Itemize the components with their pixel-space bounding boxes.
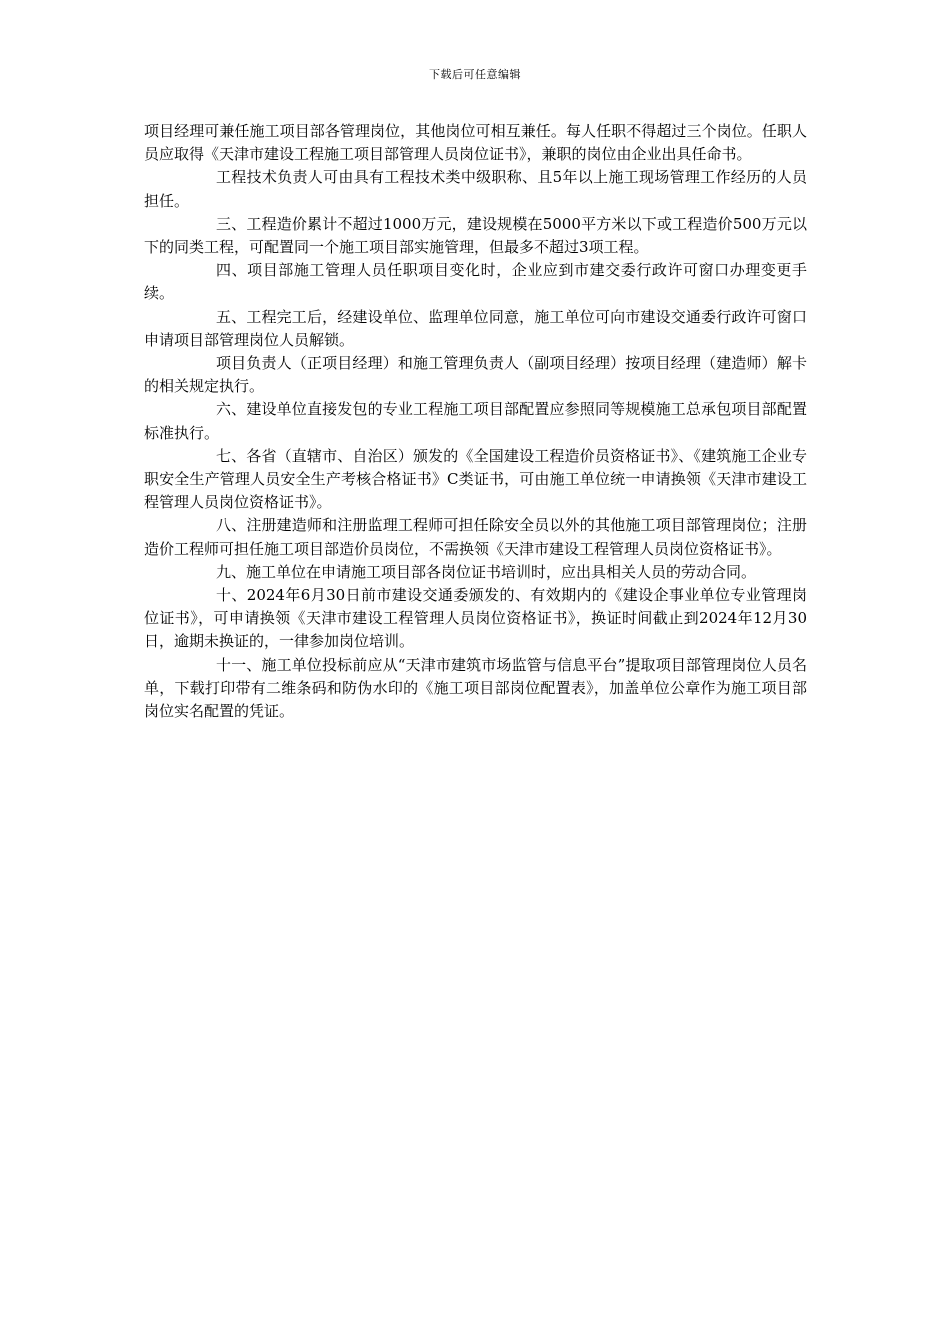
paragraph: 六、建设单位直接发包的专业工程施工项目部配置应参照同等规模施工总承包项目部配置标准执行。 [144, 400, 807, 442]
paragraph: 工程技术负责人可由具有工程技术类中级职称、且5年以上施工现场管理工作经历的人员担任。 [144, 168, 807, 210]
paragraph: 七、各省（直辖市、自治区）颁发的《全国建设工程造价员资格证书》、《建筑施工企业专职安全生产管理人员安全生产考核合格证书》C类证书，可由施工单位统一申请换领《天津市建设工程管理人员岗位资格证书》。 [144, 446, 807, 512]
paragraph: 九、施工单位在申请施工项目部各岗位证书培训时，应出具相关人员的劳动合同。 [216, 562, 757, 581]
paragraph: 八、注册建造师和注册监理工程师可担任除安全员以外的其他施工项目部管理岗位；注册造价工程师可担任施工项目部造价员岗位，不需换领《天津市建设工程管理人员岗位资格证书》。 [144, 516, 807, 558]
paragraph: 十一、施工单位投标前应从“天津市建筑市场监管与信息平台”提取项目部管理岗位人员名单，下载打印带有二维条码和防伪水印的《施工项目部岗位配置表》，加盖单位公章作为施工项目部岗位实名配置的凭证。 [144, 655, 807, 721]
paragraph: 四、项目部施工管理人员任职项目变化时，企业应到市建交委行政许可窗口办理变更手续。 [144, 261, 807, 303]
paragraph: 五、工程完工后，经建设单位、监理单位同意，施工单位可向市建设交通委行政许可窗口申请项目部管理岗位人员解锁。 [144, 307, 807, 349]
paragraph: 项目经理可兼任施工项目部各管理岗位，其他岗位可相互兼任。每人任职不得超过三个岗位。任职人员应取得《天津市建设工程施工项目部管理人员岗位证书》，兼职的岗位由企业出具任命书。 [144, 122, 807, 164]
paragraph: 项目负责人（正项目经理）和施工管理负责人（副项目经理）按项目经理（建造师）解卡的相关规定执行。 [144, 354, 807, 396]
paragraph: 十、2024年6月30日前市建设交通委颁发的、有效期内的《建设企事业单位专业管理岗位证书》，可申请换领《天津市建设工程管理人员岗位资格证书》，换证时间截止到2024年12月30日，逾期未换证的，一律参加岗位培训。 [144, 586, 807, 651]
page-header: 下载后可任意编辑 [429, 68, 521, 81]
paragraph: 三、工程造价累计不超过1000万元，建设规模在5000平方米以下或工程造价500万元以下的同类工程，可配置同一个施工项目部实施管理，但最多不超过3项工程。 [144, 214, 807, 257]
document-body [144, 120, 807, 723]
